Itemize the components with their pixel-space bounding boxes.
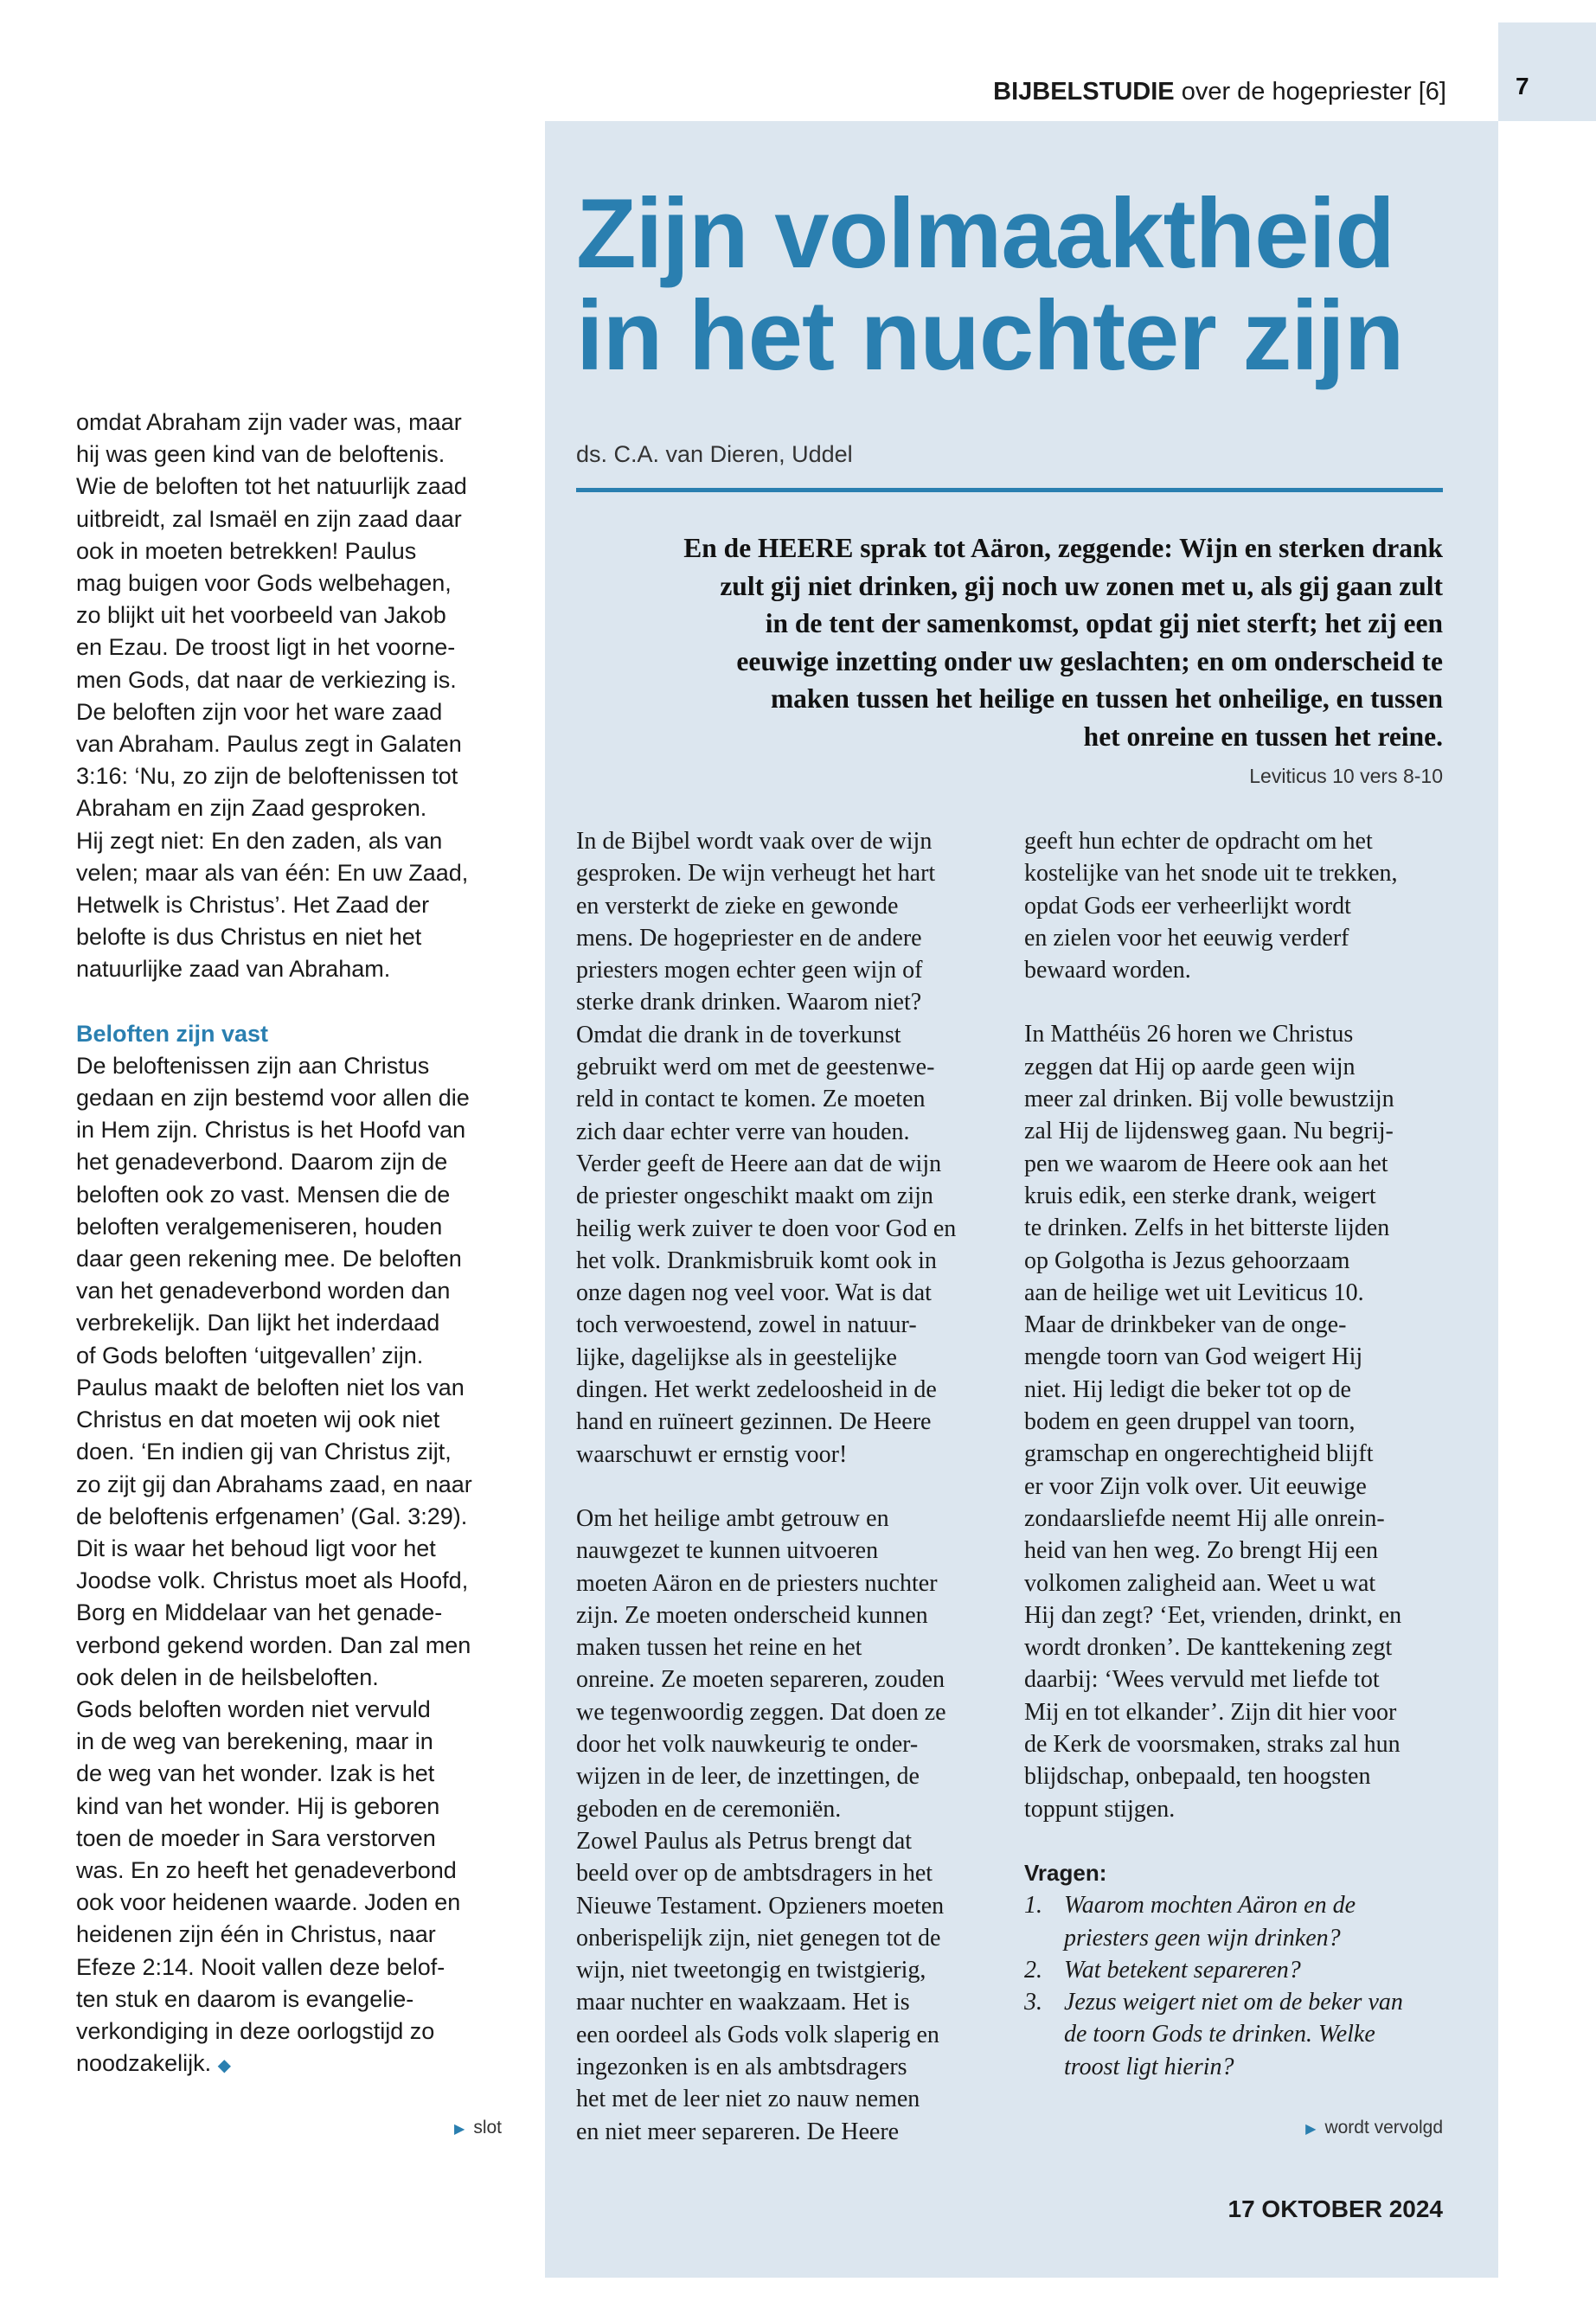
- text-line: Joodse volk. Christus moet als Hoofd,: [76, 1567, 469, 1594]
- text-line: niet. Hij ledigt die beker tot op de: [1024, 1375, 1351, 1403]
- continued-footnote: [1211, 2118, 1443, 2138]
- article-title: [576, 179, 1476, 391]
- text-line: gebruikt werd om met de geestenwe-: [576, 1054, 935, 1081]
- text-line: van het genadeverbond worden dan: [76, 1278, 451, 1304]
- text-line: geboden en de ceremoniën.: [576, 1795, 842, 1823]
- text-line: pen we waarom de Heere ook aan het: [1024, 1150, 1388, 1177]
- paragraph-gap: [576, 1471, 991, 1503]
- question-item: [1024, 1986, 1457, 2083]
- text-line: hand en ruïneert gezinnen. De Heere: [576, 1408, 932, 1436]
- text-line: geeft hun echter de opdracht om het: [1024, 828, 1373, 855]
- text-line: het genadeverbond. Daarom zijn de: [76, 1149, 448, 1176]
- text-line: ook voor heidenen waarde. Joden en: [76, 1889, 461, 1916]
- text-line: toen de moeder in Sara verstorven: [76, 1824, 436, 1851]
- text-line: In de Bijbel wordt vaak over de wijn: [576, 828, 933, 855]
- text-line: aan de heilige wet uit Leviticus 10.: [1024, 1279, 1364, 1306]
- section-name: BIJBELSTUDIE: [993, 78, 1175, 106]
- text-line: Maar de drinkbeker van de onge-: [1024, 1311, 1347, 1339]
- text-line: De beloften zijn voor het ware zaad: [76, 698, 443, 725]
- text-line: verbond gekend worden. Dan zal men: [76, 1631, 471, 1658]
- text-line: of Gods beloften ‘uitgevallen’ zijn.: [76, 1342, 424, 1368]
- text-line: volkomen zaligheid aan. Weet u wat: [1024, 1569, 1376, 1597]
- title-line: in het nuchter zijn: [576, 281, 1404, 391]
- title-line: Zijn volmaaktheid: [576, 179, 1394, 289]
- text-line: Verder geeft de Heere aan dat de wijn: [576, 1150, 942, 1177]
- text-line: wijzen in de leer, de inzettingen, de: [576, 1763, 920, 1791]
- text-line: Borg en Middelaar van het genade-: [76, 1599, 443, 1626]
- text-line: bodem en geen druppel van toorn,: [1024, 1408, 1356, 1436]
- question-text: [1064, 1986, 1403, 2083]
- text-line: onreine. Ze moeten separeren, zouden: [576, 1666, 945, 1694]
- text-line: kruis edik, een sterke drank, weigert: [1024, 1182, 1376, 1209]
- text-line: beloften ook zo vast. Mensen die de: [76, 1181, 451, 1208]
- scripture-line: eeuwige inzetting onder uw geslachten; en om onderscheid te: [736, 645, 1443, 676]
- triangle-right-icon: ▶: [1305, 2122, 1317, 2137]
- text-line: de toorn Gods te drinken. Welke: [1064, 2021, 1375, 2048]
- text-line: doen. ‘En indien gij van Christus zijt,: [76, 1439, 452, 1465]
- questions-list: [1024, 1889, 1457, 2083]
- text-line: priesters mogen echter geen wijn of: [576, 957, 923, 984]
- text-line: verbrekelijk. Dan lijkt het inderdaad: [76, 1310, 440, 1336]
- text-line: blijdschap, onbepaald, ten hoogsten: [1024, 1763, 1371, 1791]
- page-number-tab: [1498, 22, 1596, 121]
- text-line: De beloftenissen zijn aan Christus: [76, 1052, 430, 1079]
- question-text: [1064, 1889, 1356, 1954]
- middle-paragraph-2: [576, 1503, 991, 2148]
- page-number: 7: [1516, 73, 1529, 99]
- title-divider: [576, 488, 1443, 492]
- text-line: Mij en tot elkander’. Zijn dit hier voor: [1024, 1698, 1397, 1726]
- text-line: de beloftenis erfgenamen’ (Gal. 3:29).: [76, 1503, 468, 1529]
- scripture-quote: [576, 529, 1443, 755]
- subheading: Beloften zijn vast: [76, 1020, 269, 1047]
- text-line: Christus en dat moeten wij ook niet: [76, 1407, 440, 1433]
- text-line: gedaan en zijn bestemd voor allen die: [76, 1085, 470, 1112]
- question-number: 3.: [1024, 1989, 1042, 2016]
- text-line: onze dagen nog veel voor. Wat is dat: [576, 1279, 932, 1307]
- text-line: Hij zegt niet: En den zaden, als van: [76, 827, 443, 854]
- text-line: velen; maar als van één: En uw Zaad,: [76, 859, 469, 886]
- question-text: [1064, 1954, 1301, 1986]
- section-subtitle: over de hogepriester [6]: [1181, 78, 1446, 106]
- text-line: bewaard worden.: [1024, 957, 1191, 984]
- text-line: het met de leer niet zo nauw nemen: [576, 2086, 920, 2113]
- left-paragraph-2: [76, 1050, 526, 2083]
- text-line: van Abraham. Paulus zegt in Galaten: [76, 731, 462, 758]
- text-line: toppunt stijgen.: [1024, 1795, 1176, 1823]
- text-line: nauwgezet te kunnen uitvoeren: [576, 1537, 879, 1565]
- end-diamond-icon: ◆: [217, 2056, 231, 2076]
- text-line: de Kerk de voorsmaken, straks zal hun: [1024, 1731, 1401, 1759]
- slot-footnote: [454, 2118, 502, 2138]
- paragraph-gap: [1024, 986, 1457, 1018]
- text-line: Gods beloften worden niet vervuld: [76, 1695, 431, 1722]
- text-line: wordt dronken’. De kanttekening zegt: [1024, 1634, 1393, 1662]
- text-line: dingen. Het werkt zedeloosheid in de: [576, 1376, 937, 1404]
- slot-label: slot: [473, 2118, 502, 2138]
- text-line: priesters geen wijn drinken?: [1064, 1924, 1341, 1952]
- text-line: lijke, dagelijkse als in geestelijke: [576, 1343, 897, 1371]
- text-line: heidenen zijn één in Christus, naar: [76, 1921, 436, 1948]
- text-line: Abraham en zijn Zaad gesproken.: [76, 795, 427, 822]
- text-line: verkondiging in deze oorlogstijd zo: [76, 2017, 435, 2044]
- text-line: sterke drank drinken. Waarom niet?: [576, 989, 922, 1016]
- author-byline: ds. C.A. van Dieren, Uddel: [576, 441, 853, 467]
- text-line: ook delen in de heilsbeloften.: [76, 1663, 379, 1690]
- text-line: opdat Gods eer verheerlijkt wordt: [1024, 892, 1351, 920]
- text-line: en niet meer separeren. De Heere: [576, 2118, 900, 2145]
- text-line: kind van het wonder. Hij is geboren: [76, 1792, 440, 1819]
- right-column: [1024, 825, 1457, 2083]
- text-line: in de weg van berekening, maar in: [76, 1728, 433, 1755]
- text-line: gesproken. De wijn verheugt het hart: [576, 860, 936, 888]
- text-line: maar nuchter en waakzaam. Het is: [576, 1989, 910, 2016]
- text-line: de weg van het wonder. Izak is het: [76, 1760, 435, 1787]
- text-line: het volk. Drankmisbruik komt ook in: [576, 1247, 937, 1274]
- middle-paragraph-1: [576, 825, 991, 1471]
- text-line: waarschuwt er ernstig voor!: [576, 1440, 848, 1468]
- running-header: [865, 78, 1446, 106]
- text-line: Jezus weigert niet om de beker van: [1064, 1989, 1403, 2016]
- text-line: Om het heilige ambt getrouw en: [576, 1504, 889, 1532]
- text-line: ten stuk en daarom is evangelie-: [76, 1985, 414, 2012]
- text-line: Hetwelk is Christus’. Het Zaad der: [76, 892, 430, 919]
- text-line: Hij dan zegt? ‘Eet, vrienden, drinkt, en: [1024, 1601, 1402, 1629]
- text-line: Nieuwe Testament. Opzieners moeten: [576, 1892, 945, 1920]
- text-line-end: [76, 2048, 526, 2082]
- questions-heading: Vragen:: [1024, 1859, 1107, 1886]
- text-line: reld in contact te komen. Ze moeten: [576, 1086, 926, 1113]
- text-line: er voor Zijn volk over. Uit eeuwige: [1024, 1472, 1367, 1500]
- text-line: uitbreidt, zal Ismaël en zijn zaad daar: [76, 505, 462, 532]
- text-line: mens. De hogepriester en de andere: [576, 924, 922, 952]
- continued-label: wordt vervolgd: [1324, 2118, 1443, 2138]
- right-paragraph-2: [1024, 1018, 1457, 1824]
- text-line: Efeze 2:14. Nooit vallen deze belof-: [76, 1953, 445, 1980]
- left-paragraph-1: [76, 407, 526, 986]
- end-text: noodzakelijk.: [76, 2050, 212, 2077]
- text-line: onberispelijk zijn, niet genegen tot de: [576, 1924, 941, 1952]
- paragraph-gap: [76, 986, 526, 1018]
- text-line: op Golgotha is Jezus gehoorzaam: [1024, 1247, 1350, 1274]
- paragraph-gap: [1024, 1825, 1457, 1857]
- text-line: In Matthéüs 26 horen we Christus: [1024, 1021, 1354, 1048]
- text-line: Wat betekent separeren?: [1064, 1956, 1301, 1984]
- text-line: in Hem zijn. Christus is het Hoofd van: [76, 1117, 466, 1144]
- text-line: ingezonken is en als ambtsdragers: [576, 2053, 907, 2080]
- left-column: [76, 407, 526, 2082]
- text-line: Zowel Paulus als Petrus brengt dat: [576, 1827, 913, 1855]
- text-line: zeggen dat Hij op aarde geen wijn: [1024, 1053, 1356, 1080]
- text-line: een oordeel als Gods volk slaperig en: [576, 2021, 939, 2048]
- scripture-line: in de tent der samenkomst, opdat gij niet sterft; het zij een: [765, 608, 1443, 638]
- text-line: Paulus maakt de beloften niet los van: [76, 1374, 465, 1400]
- text-line: Omdat die drank in de toverkunst: [576, 1021, 901, 1048]
- text-line: meer zal drinken. Bij volle bewustzijn: [1024, 1086, 1394, 1113]
- text-line: en zielen voor het eeuwig verderf: [1024, 924, 1349, 952]
- scripture-line: zult gij niet drinken, gij noch uw zonen met u, als gij gaan zult: [720, 570, 1443, 601]
- text-line: hij was geen kind van de beloftenis.: [76, 441, 445, 468]
- text-line: daarbij: ‘Wees vervuld met liefde tot: [1024, 1666, 1380, 1694]
- text-line: Waarom mochten Aäron en de: [1064, 1892, 1356, 1920]
- text-line: ook in moeten betrekken! Paulus: [76, 537, 417, 564]
- text-line: mengde toorn van God weigert Hij: [1024, 1343, 1363, 1371]
- question-number: 1.: [1024, 1892, 1042, 1920]
- text-line: belofte is dus Christus en niet het: [76, 924, 422, 951]
- scripture-line: maken tussen het heilige en tussen het onheilige, en tussen: [770, 683, 1443, 714]
- text-line: zo blijkt uit het voorbeeld van Jakob: [76, 602, 446, 629]
- text-line: daar geen rekening mee. De beloften: [76, 1246, 462, 1272]
- text-line: mag buigen voor Gods welbehagen,: [76, 570, 452, 597]
- text-line: kostelijke van het snode uit te trekken,: [1024, 860, 1398, 888]
- text-line: heilig werk zuiver te doen voor God en: [576, 1215, 957, 1242]
- text-line: beloften veralgemeniseren, houden: [76, 1213, 443, 1240]
- text-line: wijn, niet tweetongig en twistgierig,: [576, 1957, 926, 1984]
- text-line: omdat Abraham zijn vader was, maar: [76, 409, 462, 435]
- question-item: [1024, 1889, 1457, 1954]
- text-line: Dit is waar het behoud ligt voor het: [76, 1535, 436, 1561]
- scripture-reference: Leviticus 10 vers 8-10: [1249, 765, 1443, 787]
- question-number: 2.: [1024, 1956, 1042, 1984]
- text-line: zo zijt gij dan Abrahams zaad, en naar: [76, 1471, 472, 1497]
- text-line: natuurlijke zaad van Abraham.: [76, 956, 391, 983]
- text-line: zich daar echter verre van houden.: [576, 1118, 910, 1145]
- text-line: heid van hen weg. Zo brengt Hij een: [1024, 1537, 1378, 1565]
- scripture-line: En de HEERE sprak tot Aäron, zeggende: Wijn en sterken drank: [683, 533, 1443, 563]
- text-line: en versterkt de zieke en gewonde: [576, 892, 899, 920]
- text-line: gramschap en ongerechtigheid blijft: [1024, 1440, 1374, 1468]
- text-line: en Ezau. De troost ligt in het voorne-: [76, 634, 456, 661]
- middle-column: [576, 825, 991, 2148]
- text-line: was. En zo heeft het genadeverbond: [76, 1856, 457, 1883]
- text-line: te drinken. Zelfs in het bitterste lijden: [1024, 1215, 1390, 1242]
- text-line: troost ligt hierin?: [1064, 2053, 1234, 2080]
- text-line: zijn. Ze moeten onderscheid kunnen: [576, 1601, 928, 1629]
- text-line: zondaarsliefde neemt Hij alle onrein-: [1024, 1504, 1385, 1532]
- triangle-right-icon: ▶: [454, 2122, 465, 2137]
- right-paragraph-1: [1024, 825, 1457, 986]
- text-line: maken tussen het reine en het: [576, 1634, 862, 1662]
- text-line: we tegenwoordig zeggen. Dat doen ze: [576, 1698, 946, 1726]
- text-line: de priester ongeschikt maakt om zijn: [576, 1183, 933, 1210]
- scripture-line: het onreine en tussen het reine.: [1083, 721, 1443, 752]
- text-line: moeten Aäron en de priesters nuchter: [576, 1569, 938, 1597]
- text-line: Wie de beloften tot het natuurlijk zaad: [76, 473, 467, 500]
- text-line: zal Hij de lijdensweg gaan. Nu begrij-: [1024, 1118, 1394, 1145]
- text-line: men Gods, dat naar de verkiezing is.: [76, 666, 457, 693]
- issue-date: 17 OKTOBER 2024: [1227, 2195, 1443, 2222]
- question-item: [1024, 1954, 1457, 1986]
- text-line: 3:16: ‘Nu, zo zijn de beloftenissen tot: [76, 763, 458, 790]
- text-line: toch verwoestend, zowel in natuur-: [576, 1311, 917, 1339]
- text-line: door het volk nauwkeurig te onder-: [576, 1731, 919, 1759]
- text-line: beeld over op de ambtsdragers in het: [576, 1860, 933, 1888]
